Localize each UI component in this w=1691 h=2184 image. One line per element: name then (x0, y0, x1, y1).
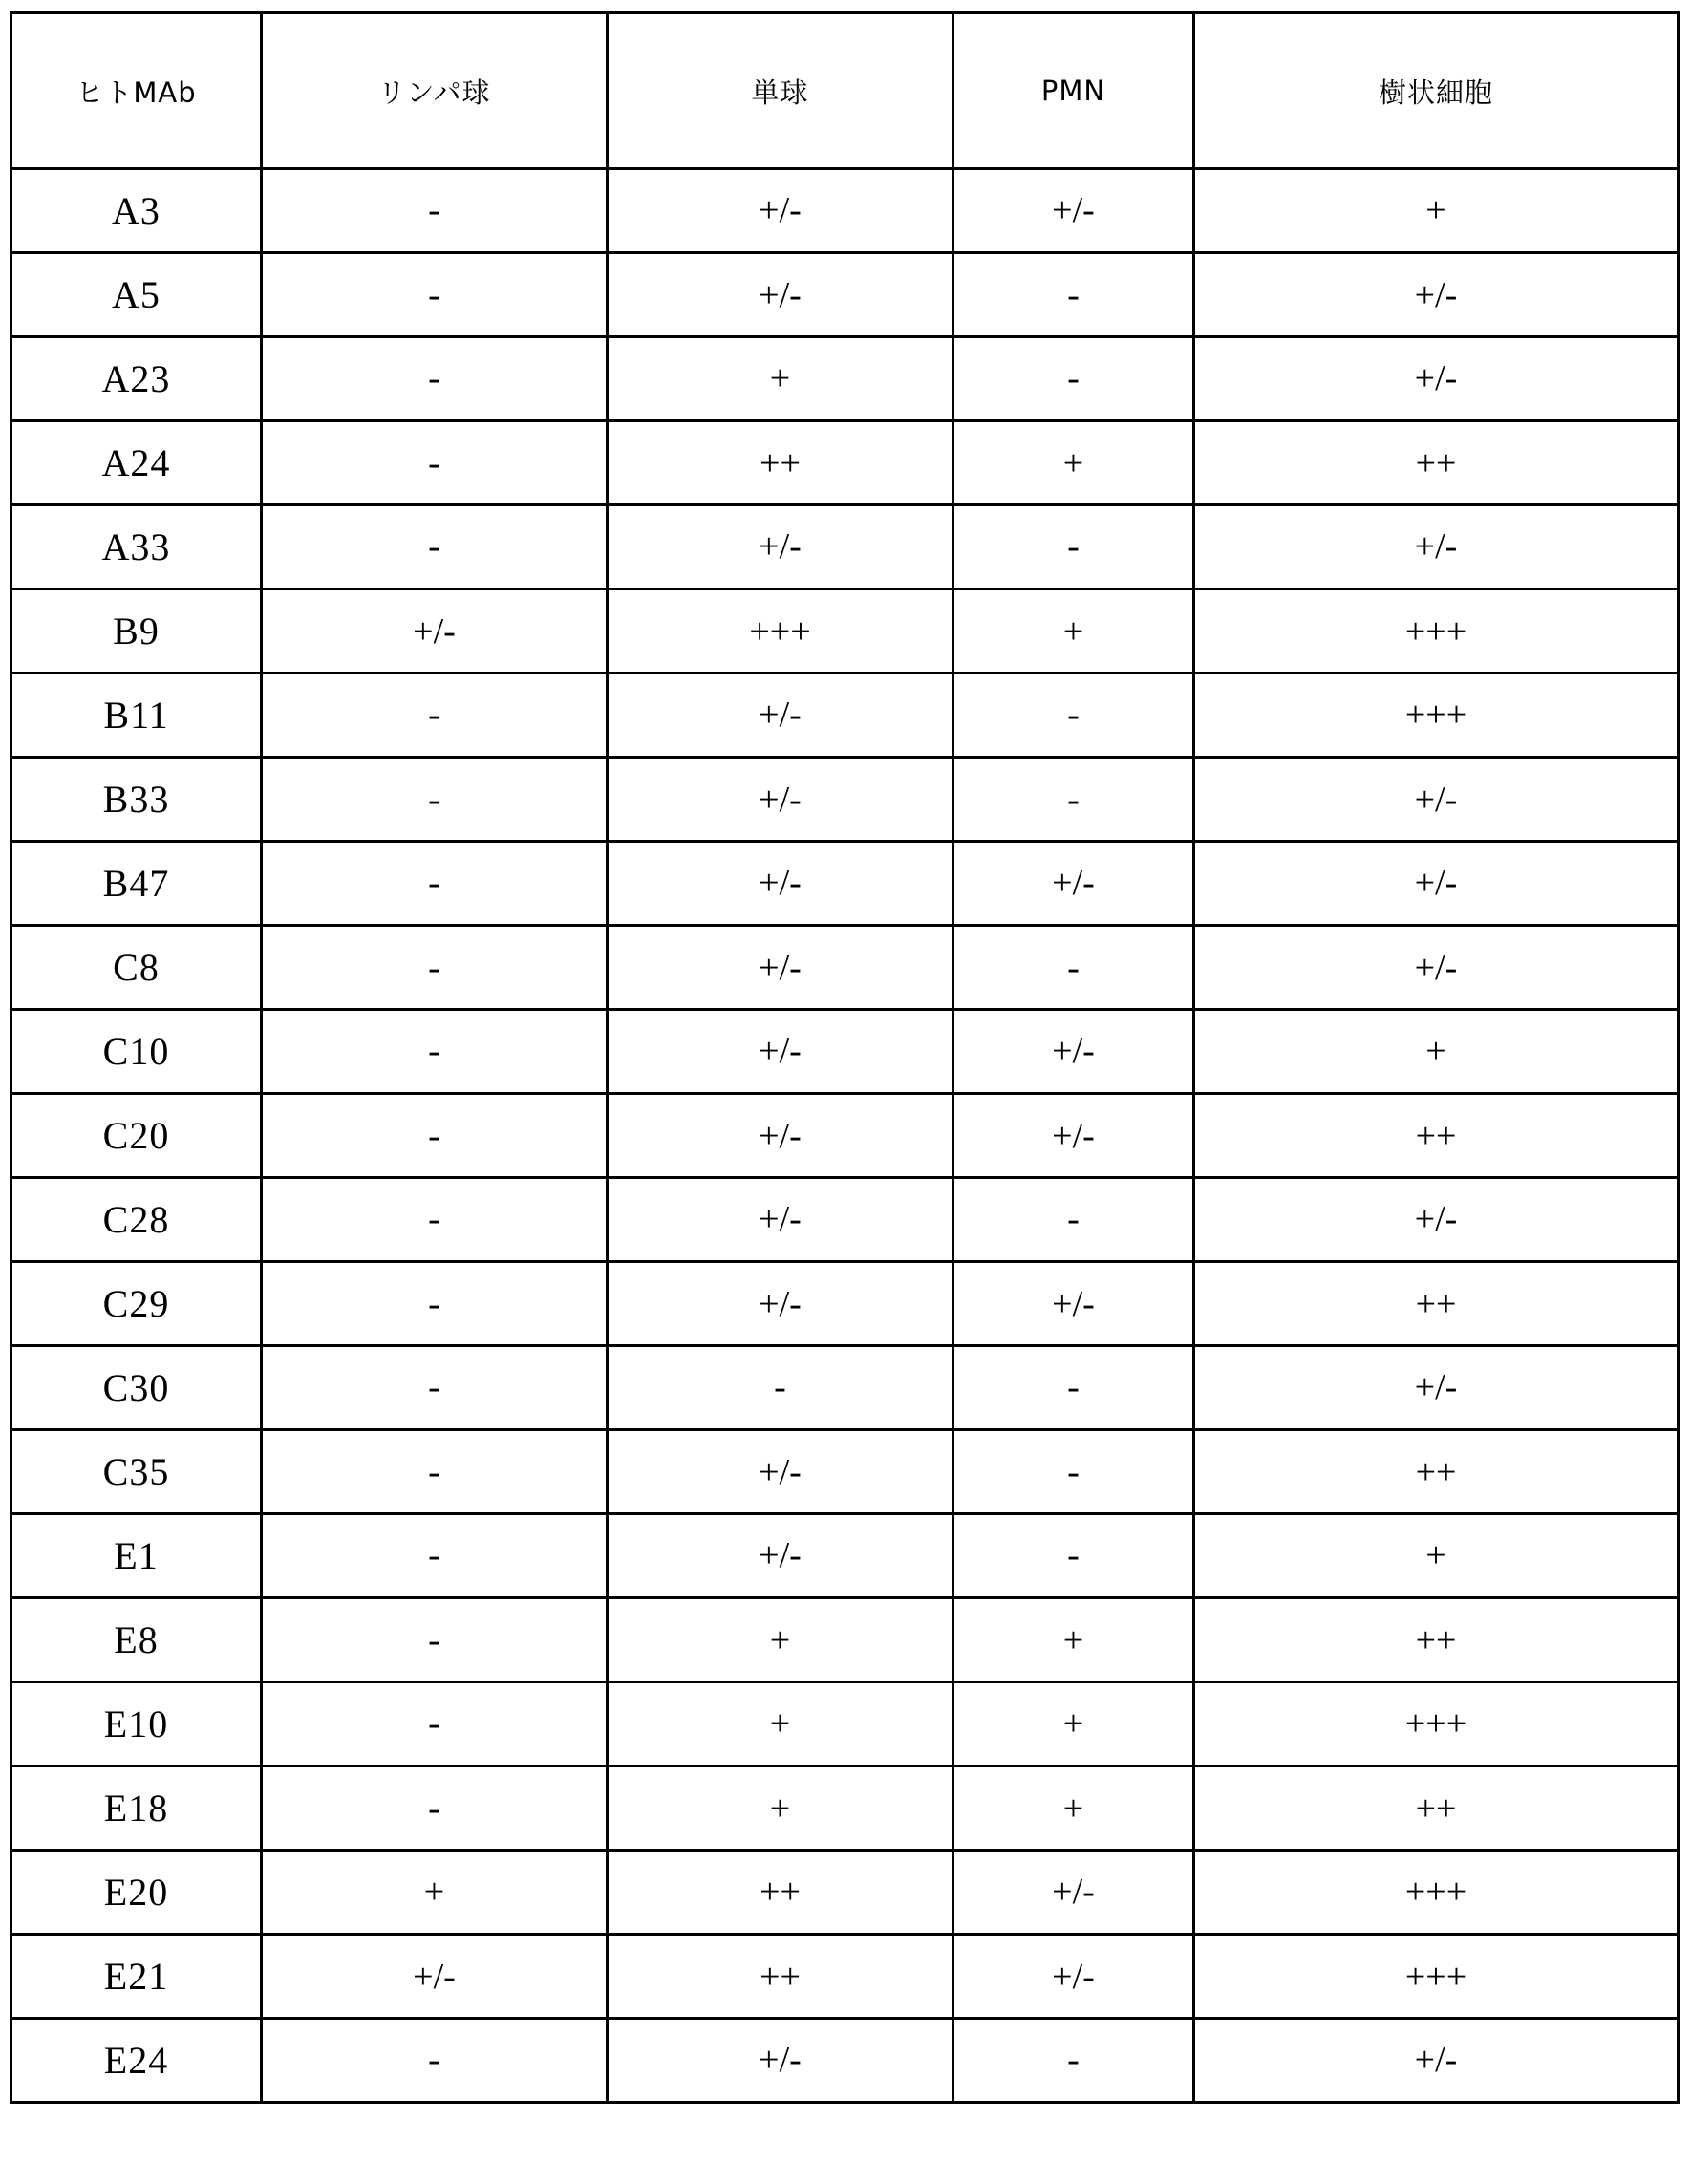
cell-value: +++ (1194, 1850, 1679, 1934)
table-row (11, 1010, 1679, 1094)
cell-value: - (262, 841, 608, 925)
cell-value: - (608, 1345, 953, 1429)
mab-reactivity-table (10, 11, 1680, 2104)
cell-value: +/- (608, 1513, 953, 1597)
table-row (11, 1598, 1679, 1682)
cell-value: - (262, 1598, 608, 1682)
cell-value: +/- (1194, 336, 1679, 420)
cell-value: +/- (608, 1262, 953, 1346)
cell-value: +/- (1194, 2018, 1679, 2102)
row-label-mab: C10 (11, 1010, 262, 1094)
cell-value: +/- (608, 1094, 953, 1178)
table-row (11, 1935, 1679, 2019)
table-header-row (11, 13, 1679, 169)
cell-value: ++ (1194, 1094, 1679, 1178)
table-body (11, 169, 1679, 2103)
cell-value: +/- (1194, 1177, 1679, 1261)
table-row (11, 253, 1679, 337)
cell-value: +/- (1194, 253, 1679, 337)
cell-value: - (953, 1177, 1194, 1261)
cell-value: - (262, 504, 608, 589)
cell-value: +/- (608, 168, 953, 252)
cell-value: - (262, 336, 608, 420)
table-row (11, 1851, 1679, 1935)
row-label-mab: E1 (11, 1514, 262, 1598)
cell-value: +/- (953, 1262, 1194, 1346)
table-row (11, 1346, 1679, 1430)
row-label-mab: C8 (11, 926, 262, 1010)
cell-value: +/- (1194, 758, 1679, 842)
row-label-mab: A24 (11, 421, 262, 505)
row-label-mab: E8 (11, 1598, 262, 1682)
table-row (11, 505, 1679, 589)
cell-value: - (953, 2018, 1194, 2102)
cell-value: ++ (1194, 1598, 1679, 1682)
cell-value: + (1194, 1009, 1679, 1093)
row-label-mab: E20 (11, 1851, 262, 1935)
cell-value: ++ (1194, 421, 1679, 505)
row-label-mab: B47 (11, 842, 262, 926)
cell-value: +++ (1194, 589, 1679, 674)
table-row (11, 169, 1679, 253)
column-header-dendritic-cell: 樹状細胞 (1194, 13, 1679, 169)
cell-value: +/- (953, 841, 1194, 925)
cell-value: - (953, 758, 1194, 842)
column-header-pmn: PMN (953, 13, 1194, 169)
cell-value: +/- (953, 1850, 1194, 1934)
cell-value: - (262, 1177, 608, 1261)
table-row (11, 674, 1679, 758)
table-head (11, 13, 1679, 169)
cell-value: +/- (608, 673, 953, 757)
cell-value: + (953, 1766, 1194, 1851)
cell-value: + (1194, 168, 1679, 252)
table-row (11, 758, 1679, 842)
cell-value: +/- (262, 589, 608, 674)
cell-value: + (608, 1766, 953, 1851)
cell-value: +/- (1194, 1345, 1679, 1429)
table-row (11, 1682, 1679, 1766)
cell-value: - (262, 926, 608, 1010)
table-row (11, 1430, 1679, 1514)
cell-value: - (262, 168, 608, 252)
cell-value: - (262, 1681, 608, 1766)
table-row (11, 589, 1679, 674)
cell-value: - (262, 1430, 608, 1514)
row-label-mab: B33 (11, 758, 262, 842)
cell-value: +/- (1194, 504, 1679, 589)
row-label-mab: C28 (11, 1178, 262, 1262)
cell-value: +/- (608, 758, 953, 842)
cell-value: - (262, 1094, 608, 1178)
cell-value: ++ (608, 1935, 953, 2019)
row-label-mab: E21 (11, 1935, 262, 2019)
table-row (11, 1766, 1679, 1851)
cell-value: - (262, 1766, 608, 1851)
table-row (11, 842, 1679, 926)
table-row (11, 2019, 1679, 2103)
cell-value: - (262, 253, 608, 337)
table-row (11, 421, 1679, 505)
cell-value: + (262, 1850, 608, 1934)
table-row (11, 337, 1679, 421)
cell-value: + (608, 336, 953, 420)
cell-value: + (953, 1681, 1194, 1766)
cell-value: - (953, 673, 1194, 757)
row-label-mab: A5 (11, 253, 262, 337)
cell-value: +/- (608, 1177, 953, 1261)
cell-value: - (953, 504, 1194, 589)
column-header-monocyte: 単球 (608, 13, 953, 169)
cell-value: +/- (608, 1430, 953, 1514)
row-label-mab: B9 (11, 589, 262, 674)
cell-value: ++ (608, 421, 953, 505)
cell-value: - (953, 1513, 1194, 1597)
table-row (11, 926, 1679, 1010)
cell-value: +/- (1194, 841, 1679, 925)
cell-value: +/- (608, 504, 953, 589)
cell-value: +++ (1194, 673, 1679, 757)
row-label-mab: C20 (11, 1094, 262, 1178)
cell-value: +/- (262, 1935, 608, 2019)
cell-value: + (1194, 1513, 1679, 1597)
cell-value: - (262, 1009, 608, 1093)
cell-value: - (953, 336, 1194, 420)
cell-value: - (262, 421, 608, 505)
cell-value: +/- (608, 926, 953, 1010)
row-label-mab: A33 (11, 505, 262, 589)
table-row (11, 1178, 1679, 1262)
cell-value: +/- (953, 168, 1194, 252)
row-label-mab: E24 (11, 2019, 262, 2103)
cell-value: - (262, 673, 608, 757)
row-label-mab: E18 (11, 1766, 262, 1851)
column-header-lymphocyte: リンパ球 (262, 13, 608, 169)
cell-value: + (953, 1598, 1194, 1682)
cell-value: +/- (608, 253, 953, 337)
table-row (11, 1094, 1679, 1178)
cell-value: +/- (953, 1935, 1194, 2019)
cell-value: - (262, 758, 608, 842)
cell-value: - (262, 1262, 608, 1346)
cell-value: ++ (1194, 1430, 1679, 1514)
table-row (11, 1262, 1679, 1346)
cell-value: - (953, 1345, 1194, 1429)
cell-value: +++ (608, 589, 953, 674)
cell-value: +/- (953, 1094, 1194, 1178)
cell-value: +++ (1194, 1935, 1679, 2019)
row-label-mab: E10 (11, 1682, 262, 1766)
cell-value: + (953, 589, 1194, 674)
cell-value: - (262, 1513, 608, 1597)
cell-value: + (608, 1681, 953, 1766)
cell-value: +/- (608, 841, 953, 925)
row-label-mab: A3 (11, 169, 262, 253)
cell-value: + (608, 1598, 953, 1682)
cell-value: - (262, 1345, 608, 1429)
row-label-mab: C35 (11, 1430, 262, 1514)
cell-value: - (953, 1430, 1194, 1514)
table-row (11, 1514, 1679, 1598)
cell-value: + (953, 421, 1194, 505)
cell-value: +/- (953, 1009, 1194, 1093)
table-container (10, 11, 1677, 2104)
cell-value: - (262, 2018, 608, 2102)
cell-value: - (953, 926, 1194, 1010)
cell-value: +/- (1194, 926, 1679, 1010)
cell-value: +/- (608, 1009, 953, 1093)
cell-value: - (953, 253, 1194, 337)
row-label-mab: A23 (11, 337, 262, 421)
column-header-mab: ヒトMAb (11, 13, 262, 169)
row-label-mab: C30 (11, 1346, 262, 1430)
cell-value: ++ (608, 1850, 953, 1934)
cell-value: +++ (1194, 1681, 1679, 1766)
cell-value: ++ (1194, 1262, 1679, 1346)
cell-value: +/- (608, 2018, 953, 2102)
row-label-mab: C29 (11, 1262, 262, 1346)
cell-value: ++ (1194, 1766, 1679, 1851)
row-label-mab: B11 (11, 674, 262, 758)
